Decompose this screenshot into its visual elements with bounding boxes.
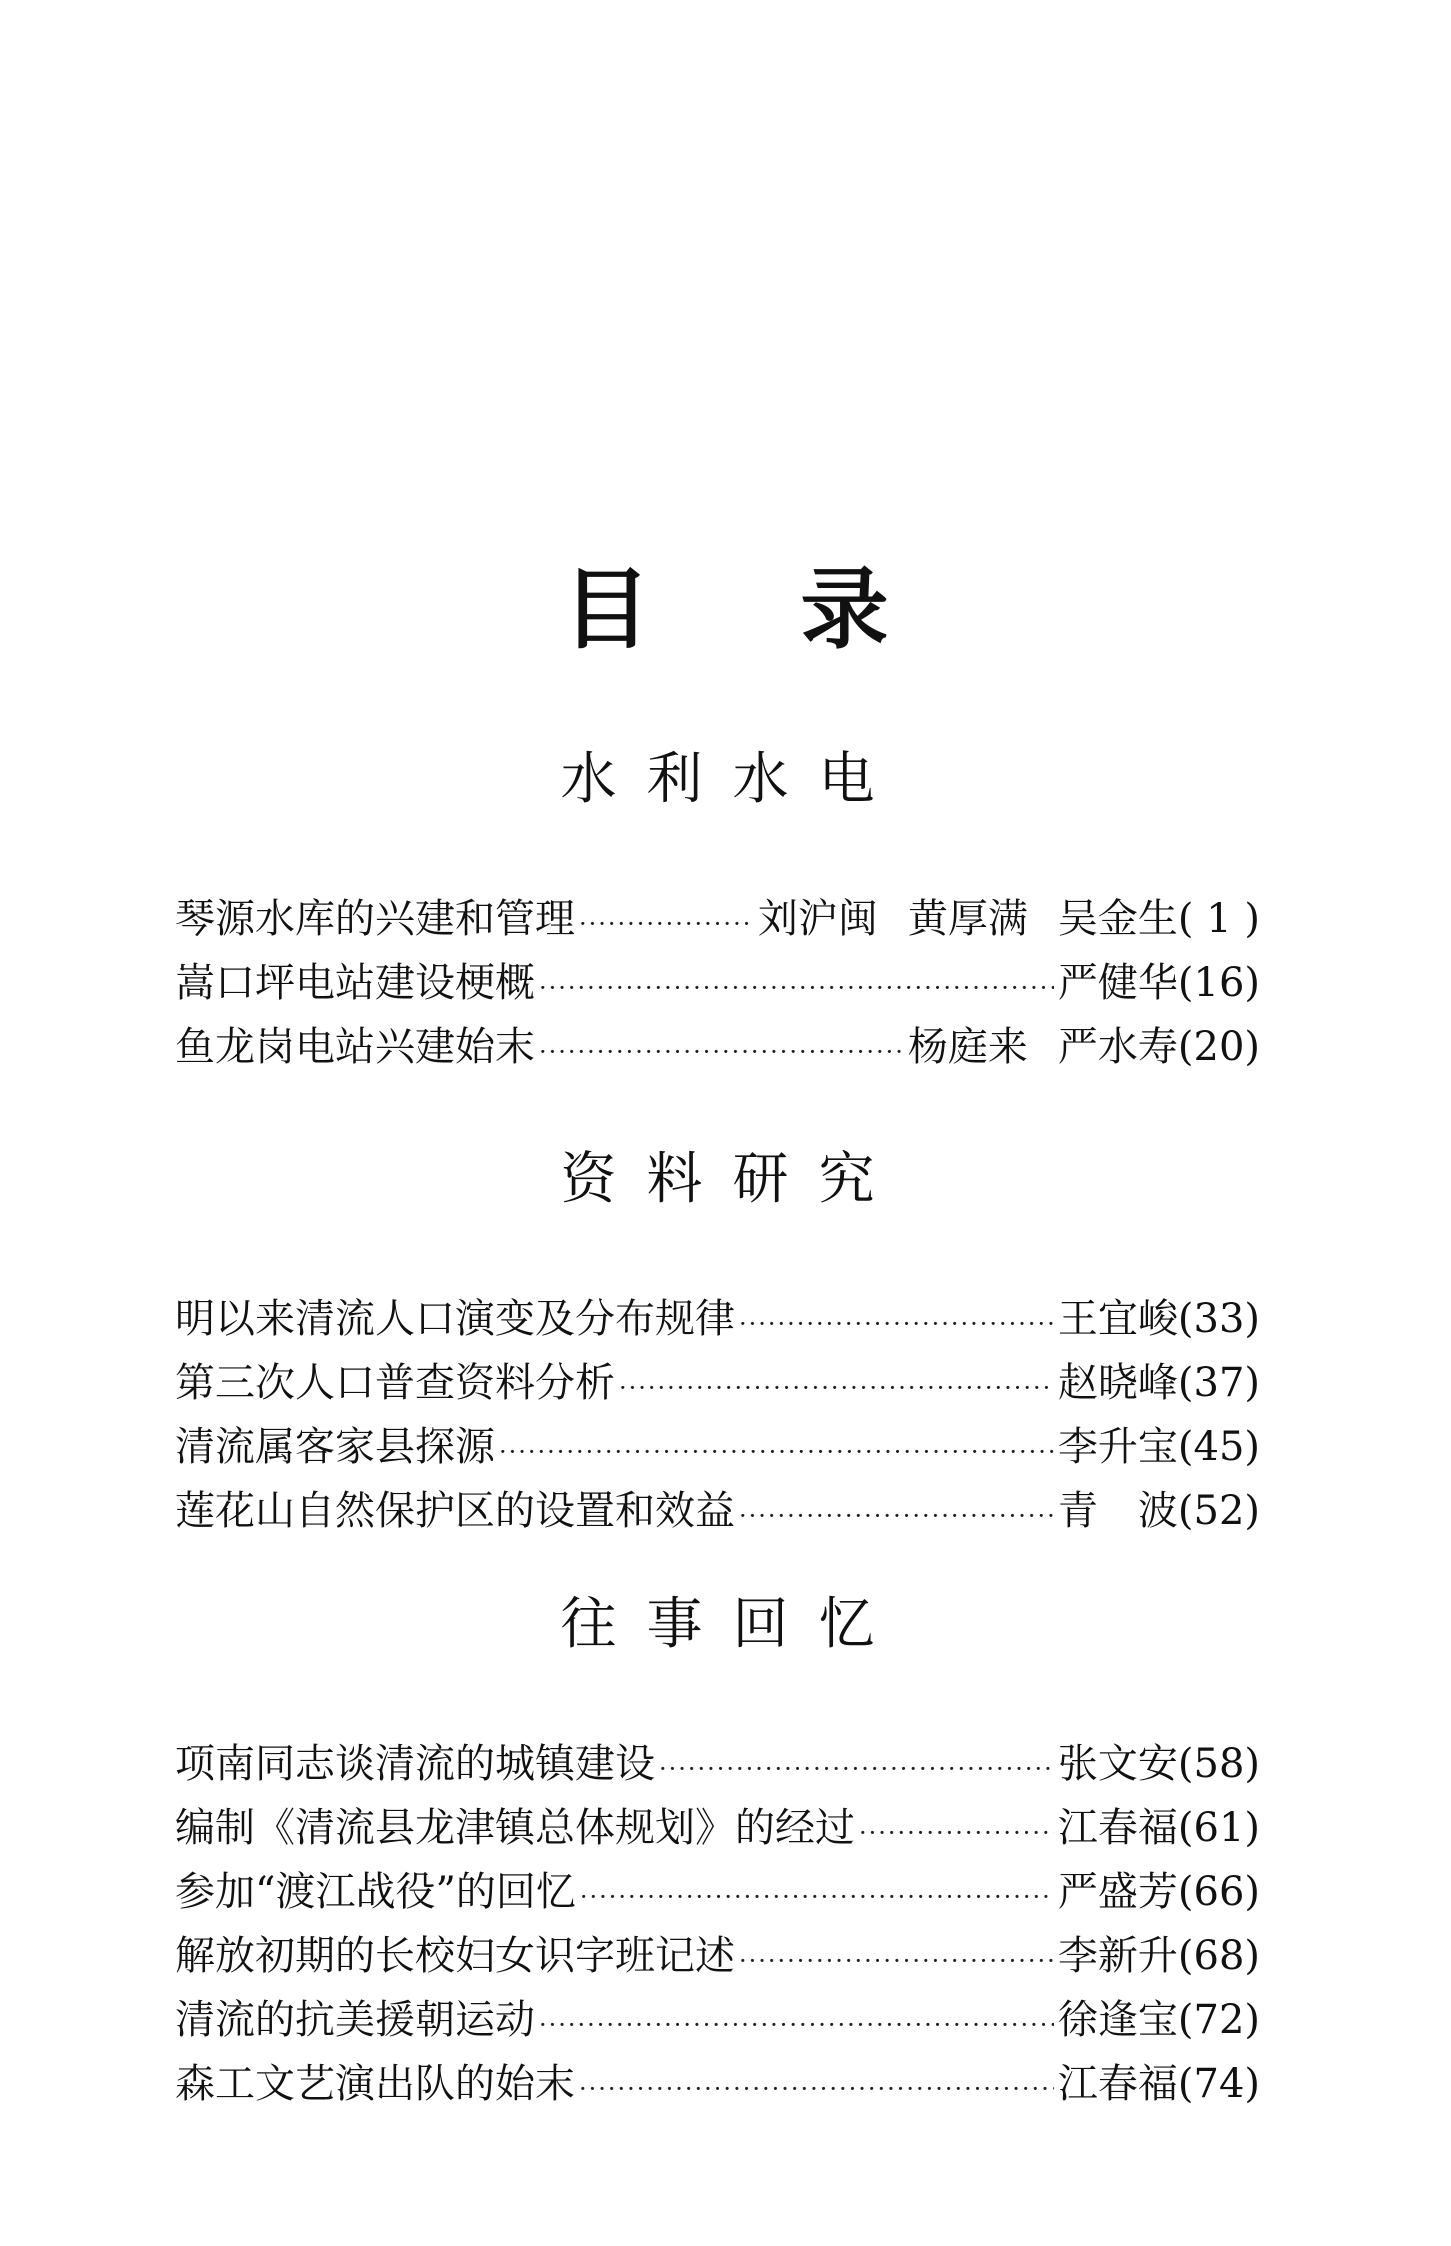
author-2: 严水寿 <box>1057 1024 1178 1070</box>
entry-author: 李新升 <box>1057 1933 1178 1979</box>
toc-section-research <box>175 1145 1260 1543</box>
author-3: 吴金生 <box>1057 896 1178 942</box>
entry-page: (61) <box>1177 1805 1260 1851</box>
toc-entry[interactable] <box>175 1796 1260 1860</box>
entry-author: 赵晓峰 <box>1057 1360 1178 1406</box>
entry-title: 森工文艺演出队的始末 <box>175 2061 575 2107</box>
page-title <box>0 540 1451 666</box>
entry-author: 王宜峻 <box>1057 1296 1178 1342</box>
toc-entry[interactable] <box>175 887 1260 951</box>
entry-page: (33) <box>1177 1296 1260 1342</box>
entry-title: 项南同志谈清流的城镇建设 <box>175 1741 655 1787</box>
entry-page: (68) <box>1177 1933 1260 1979</box>
entry-page: (16) <box>1177 960 1260 1006</box>
section-heading: 水利水电 <box>560 747 905 812</box>
entry-author: 徐逢宝 <box>1057 1997 1178 2043</box>
toc-entry[interactable] <box>175 951 1260 1015</box>
toc-entry[interactable] <box>175 1479 1260 1543</box>
toc-entry[interactable] <box>175 2052 1260 2116</box>
author-1: 刘沪闽 <box>757 896 878 942</box>
entry-author <box>908 1015 1178 1079</box>
dot-leader <box>659 1737 1054 1801</box>
dot-leader <box>619 1356 1054 1420</box>
toc-section-water-conservancy <box>175 745 1260 1079</box>
dot-leader <box>580 1865 1054 1929</box>
entry-page: (66) <box>1177 1869 1260 1915</box>
dot-leader <box>539 956 1054 1020</box>
dot-leader <box>579 2057 1054 2121</box>
entry-author: 李升宝 <box>1057 1424 1178 1470</box>
entry-page: (52) <box>1177 1488 1260 1534</box>
entry-author: 张文安 <box>1057 1741 1178 1787</box>
entry-author: 江春福 <box>1057 2061 1178 2107</box>
section-heading: 往事回忆 <box>560 1592 905 1657</box>
dot-leader <box>579 892 754 956</box>
entry-author <box>758 887 1178 951</box>
page-title-char-1: 目 <box>562 557 651 661</box>
entry-page: (37) <box>1177 1360 1260 1406</box>
toc-entry[interactable] <box>175 1415 1260 1479</box>
entry-title: 明以来清流人口演变及分布规律 <box>175 1296 735 1342</box>
toc-entry[interactable] <box>175 1732 1260 1796</box>
entry-title: 第三次人口普查资料分析 <box>175 1360 615 1406</box>
entry-page: (72) <box>1177 1997 1260 2043</box>
entry-author: 青 波 <box>1057 1488 1178 1534</box>
dot-leader <box>739 1484 1054 1548</box>
dot-leader <box>739 1292 1054 1356</box>
dot-leader <box>539 1993 1054 2057</box>
entry-title: 清流的抗美援朝运动 <box>175 1997 535 2043</box>
entry-title: 嵩口坪电站建设梗概 <box>175 960 535 1006</box>
toc-entry[interactable] <box>175 1015 1260 1079</box>
entry-page: (20) <box>1177 1024 1260 1070</box>
dot-leader <box>739 1929 1054 1993</box>
entry-title: 莲花山自然保护区的设置和效益 <box>175 1488 735 1534</box>
entry-title: 解放初期的长校妇女识字班记述 <box>175 1933 735 1979</box>
entry-page: (45) <box>1177 1424 1260 1470</box>
entry-page: (58) <box>1177 1741 1260 1787</box>
entry-title: 鱼龙岗电站兴建始末 <box>175 1024 535 1070</box>
entry-author: 江春福 <box>1057 1805 1178 1851</box>
entry-title: 编制《清流县龙津镇总体规划》的经过 <box>175 1805 855 1851</box>
entry-title: 琴源水库的兴建和管理 <box>175 896 575 942</box>
entry-page: (74) <box>1177 2061 1260 2107</box>
entry-author: 严健华 <box>1057 960 1178 1006</box>
entry-author: 严盛芳 <box>1057 1869 1178 1915</box>
toc-entry[interactable] <box>175 1924 1260 1988</box>
page-title-char-2: 录 <box>800 557 889 661</box>
dot-leader <box>539 1020 904 1084</box>
author-1: 杨庭来 <box>907 1024 1028 1070</box>
toc-entry[interactable] <box>175 1351 1260 1415</box>
toc-entry[interactable] <box>175 1988 1260 2052</box>
toc-entry[interactable] <box>175 1860 1260 1924</box>
entry-title: 清流属客家县探源 <box>175 1424 495 1470</box>
author-2: 黄厚满 <box>907 896 1028 942</box>
section-heading: 资料研究 <box>560 1147 905 1212</box>
toc-entry[interactable] <box>175 1287 1260 1351</box>
entry-page: ( 1 ) <box>1177 896 1260 942</box>
toc-section-reminiscences <box>175 1590 1260 2116</box>
entry-title: 参加“渡江战役”的回忆 <box>175 1869 576 1915</box>
dot-leader <box>859 1801 1054 1865</box>
dot-leader <box>499 1420 1054 1484</box>
